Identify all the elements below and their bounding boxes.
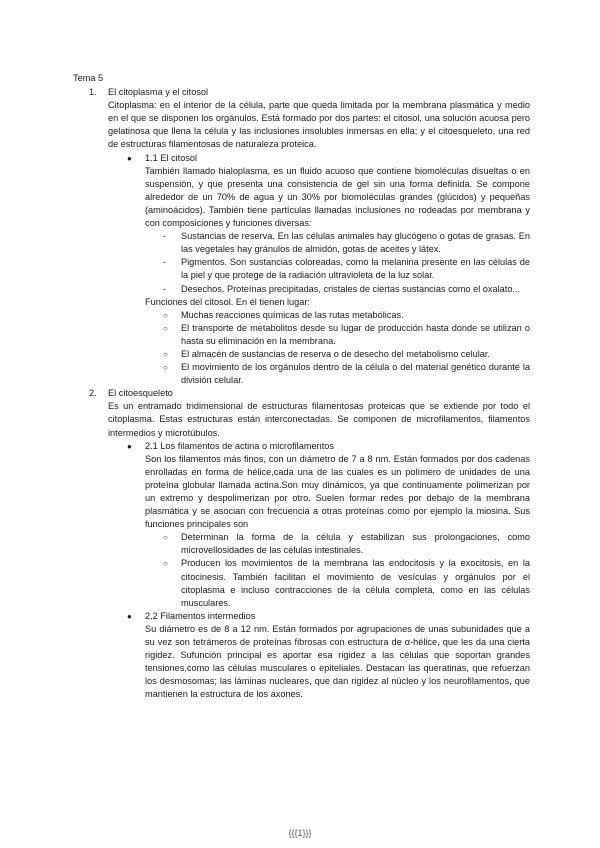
list-item-text: Desechos. Proteínas precipitadas, cristales de ciertas sustancias como el oxalato... (181, 283, 521, 294)
functions-label: Funciones del citosol. En él tienen lugar: (145, 296, 310, 307)
section-intro: Citoplasma: en el interior de la célula, parte que queda limitada por la membrana plasmática y medio en el que se disponen los orgánulos. Está formado por dos partes: el citosol, una solución acuosa pero gelatinosa que llena la célula y las inclusiones insolubles inmersas en ella; y el citoesqueleto, una red de estructuras filamentosas de naturaleza proteica. (108, 100, 530, 150)
document-body (73, 72, 530, 702)
document-title: Tema 5 (73, 73, 104, 83)
list-item-text: Producen los movimientos de la membrana las endocitosis y la exocitosis, en la citocinesis. También facilitan el movimiento de vesículas y orgánulos por el citoplasma e incluso contracciones de la célula completa, como en las células musculares. (181, 558, 530, 608)
list-item (73, 322, 530, 348)
subsection-heading-2-1 (73, 440, 530, 453)
list-item-text: Determinan la forma de la célula y estabilizan sus prolongaciones, como microvellosidades de las células intestinales. (181, 532, 530, 556)
list-item (73, 309, 530, 322)
section-title: El citoesqueleto (108, 388, 173, 399)
page-footer: {{{1}}} (288, 828, 312, 838)
circle-bullet-icon: ○ (163, 349, 168, 359)
subsection-title: 1.1 El citosol (145, 152, 198, 163)
list-item-text: Sustancias de reserva. En las células animales hay glucógeno o gotas de grasas. En las vegetales hay gránulos de almidón, gotas de aceites y látex. (181, 231, 530, 255)
circle-bullet-icon: ○ (163, 559, 168, 569)
list-item (73, 283, 530, 296)
subsection-text: También llamado hialoplasma, es un fluido acuoso que contiene biomoléculas disueltas o en suspensión, y que presenta una consistencia de gel sin una forma definida. Se compone alrededor de un 70% de agua y un 30% por biomoléculas grandes (glúcidos) y pequeñas (aminoácidos). También tiene partículas llamadas inclusiones no rodeadas por membrana y con composiciones y funciones diversas: (145, 165, 530, 229)
section-number: 2. (89, 388, 97, 399)
subsection-title: 2.1 Los filamentos de actina o microfilamentos (145, 440, 334, 451)
subsection-heading-2-2 (73, 610, 530, 623)
circle-bullet-icon: ○ (163, 310, 168, 320)
list-item (73, 256, 530, 282)
circle-bullet-icon: ○ (163, 323, 168, 333)
bullet-icon: ● (127, 611, 132, 621)
section-heading-1 (73, 86, 530, 99)
list-item (73, 230, 530, 256)
list-item (73, 531, 530, 557)
list-item-text: El movimiento de los orgánulos dentro de la célula o del material genético durante la división celular. (181, 362, 530, 386)
bullet-icon: ● (127, 441, 132, 451)
list-item (73, 361, 530, 387)
list-item (73, 348, 530, 361)
dash-bullet-icon: - (163, 231, 167, 242)
subsection-text: Son los filamentos más finos, con un diámetro de 7 a 8 nm. Están formados por dos cadenas enrolladas en forma de hélice,cada una de las cuales es un polímero de unidades de una proteína globular llamada actina.Son muy dinámicos, ya que continuamente polimerizan por un extremo y despolimerizan por otro. Suelen formar redes por debajo de la membrana plasmática y se asocian con frecuencia a otras proteínas como por ejemplo la miosina. Sus funciones principales son (145, 453, 530, 530)
list-item-text: El transporte de metabolitos desde su lugar de producción hasta donde se utilizan o hasta su eliminación en la membrana. (181, 322, 530, 346)
list-item-text: El almacén de sustancias de reserva o de desecho del metabolismo celular. (181, 348, 490, 359)
section-number: 1. (89, 87, 97, 98)
section-intro: Es un entramado tridimensional de estructuras filamentosas proteicas que se extiende por todo el citoplasma. Estas estructuras están interconectadas. Se componen de microfilamentos, filamentos intermedios y microtúbulos. (108, 401, 530, 438)
list-item-text: Muchas reacciones químicas de las rutas metabólicas. (181, 309, 404, 320)
section-title: El citoplasma y el citosol (108, 87, 209, 98)
dash-bullet-icon: - (163, 257, 167, 268)
list-item-text: Pigmentos. Son sustancias coloreadas, como la melanina presente en las células de la piel y que protege de la radiación ultravioleta de la luz solar. (181, 257, 530, 281)
circle-bullet-icon: ○ (163, 533, 168, 543)
circle-bullet-icon: ○ (163, 363, 168, 373)
subsection-text: Su diámetro es de 8 a 12 nm. Están formados por agrupaciones de unas subunidades que a su vez son tetrámeros de proteínas fibrosas con estructura de α-hélice, que les da una cierta rigidez. Sufunción principal es aportar esa rigidez a las células que soportan grandes tensiones,como las células musculares o epiteliales. Destacan las queratinas, que refuerzan los desmosomas; las láminas nucleares, que dan rigidez al núcleo y los neurofilamentos, que mantienen la estructura de los axones. (145, 623, 530, 700)
subsection-title: 2.2 Filamentos intermedios (145, 610, 256, 621)
section-heading-2 (73, 387, 530, 400)
bullet-icon: ● (127, 153, 132, 163)
dash-bullet-icon: - (163, 283, 167, 294)
list-item (73, 557, 530, 609)
subsection-heading-1-1 (73, 152, 530, 165)
